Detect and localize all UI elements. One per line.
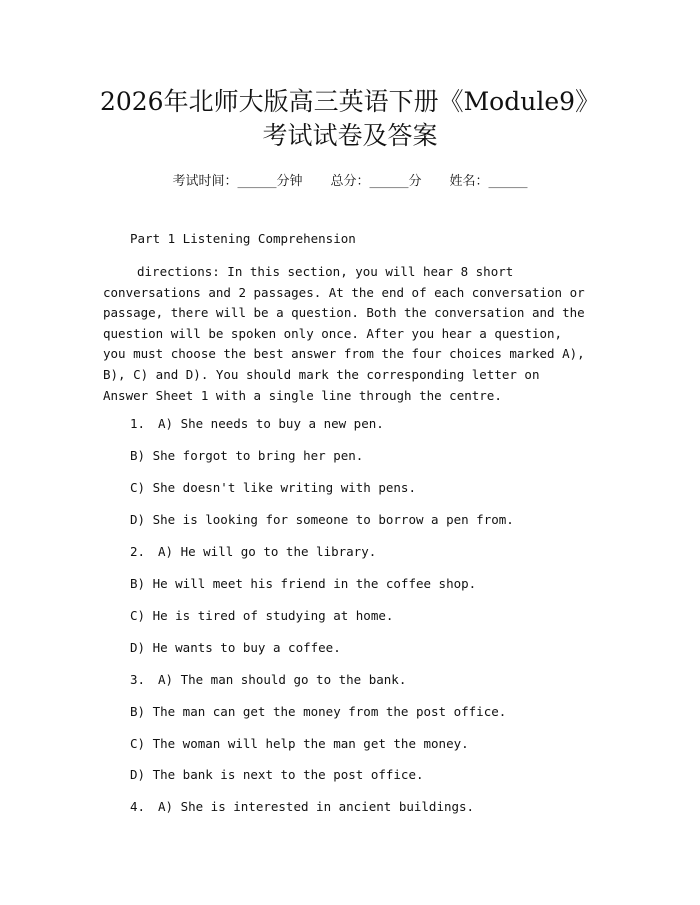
document-title-line-1: 2026年北师大版高三英语下册《Module9》 xyxy=(99,87,601,116)
question-2-option-d: D) He wants to buy a coffee. xyxy=(130,640,341,655)
question-1-option-a xyxy=(130,416,384,431)
section-heading: Part 1 Listening Comprehension xyxy=(130,231,356,246)
question-number: 4. xyxy=(130,799,146,814)
question-2-option-a xyxy=(130,544,376,559)
directions-paragraph: directions: In this section, you will hear 8 short conversations and 2 passages. At the end of each conversation or passage, there will be a question. Both the conversation and the question will be spoken only once. After you hear a question, you must choose the best answer from the four choices marked A), B), C) and D). You should mark the corresponding letter on Answer Sheet 1 with a single line through the centre. xyxy=(103,264,585,403)
question-number: 3. xyxy=(130,672,146,687)
exam-time-field: 考试时间：______分钟 xyxy=(172,174,303,189)
question-number: 2. xyxy=(130,544,146,559)
option-text: A) She needs to buy a new pen. xyxy=(158,416,384,431)
question-3-option-a xyxy=(130,672,406,687)
document-title-line-2: 考试试卷及答案 xyxy=(262,121,438,150)
question-1-option-b: B) She forgot to bring her pen. xyxy=(130,448,364,463)
question-3-option-b: B) The man can get the money from the post office. xyxy=(130,704,507,719)
question-3-option-d: D) The bank is next to the post office. xyxy=(130,767,424,782)
option-text: A) She is interested in ancient buildings. xyxy=(158,799,475,814)
student-name-field: 姓名：______ xyxy=(449,174,528,189)
question-number: 1. xyxy=(130,416,146,431)
question-2-option-b: B) He will meet his friend in the coffee shop. xyxy=(130,576,477,591)
question-1-option-d: D) She is looking for someone to borrow a pen from. xyxy=(130,512,514,527)
question-2-option-c: C) He is tired of studying at home. xyxy=(130,608,394,623)
option-text: A) The man should go to the bank. xyxy=(158,672,407,687)
question-3-option-c: C) The woman will help the man get the money. xyxy=(130,736,469,751)
question-4-option-a xyxy=(130,799,474,814)
question-1-option-c: C) She doesn't like writing with pens. xyxy=(130,480,416,495)
exam-meta xyxy=(0,170,700,189)
option-text: A) He will go to the library. xyxy=(158,544,377,559)
exam-score-field: 总分：______分 xyxy=(330,174,422,189)
